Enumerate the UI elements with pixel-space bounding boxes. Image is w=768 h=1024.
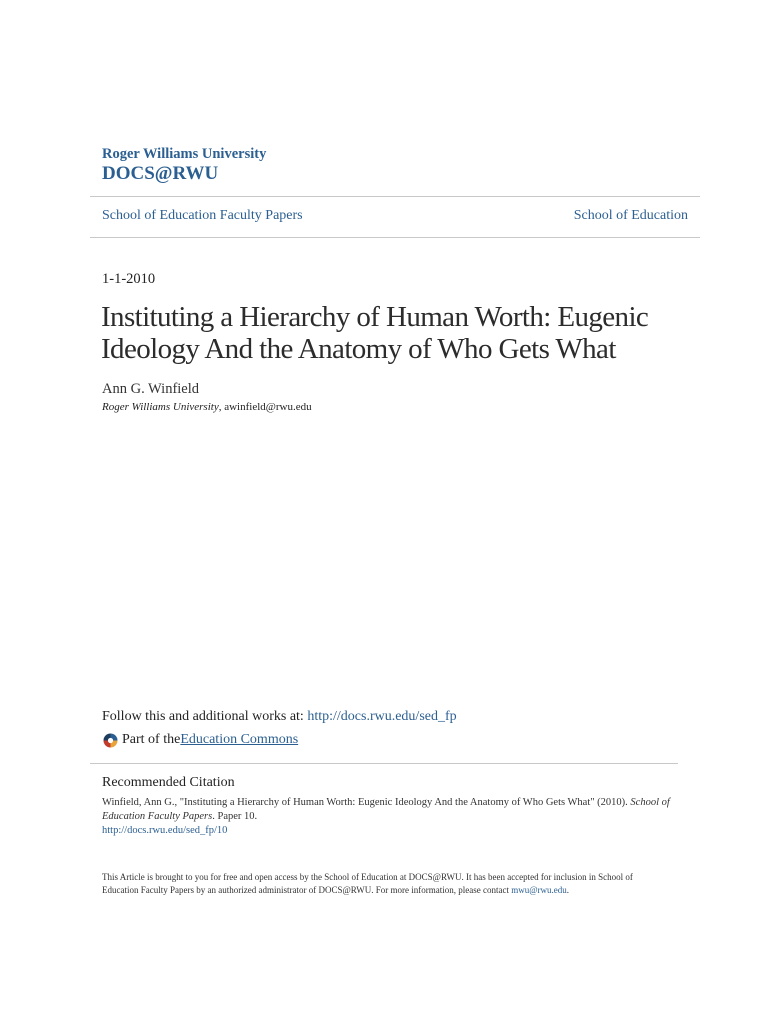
author-affiliation (102, 400, 312, 414)
citation-main: Winfield, Ann G., "Instituting a Hierarchy of Human Worth: Eugenic Ideology And the Anatomy of Who Gets What" (2010). (102, 797, 631, 808)
divider-bottom (90, 237, 700, 238)
follow-prefix: Follow this and additional works at: (102, 709, 308, 724)
citation-series: School of Education Faculty Papers (102, 797, 670, 822)
author-name: Ann G. Winfield (102, 381, 200, 397)
citation-suffix: . Paper 10. (212, 810, 258, 822)
commons-line (102, 731, 298, 749)
access-note (102, 871, 662, 897)
author-email: , awinfield@rwu.edu (218, 401, 312, 413)
author-institution: Roger Williams University (102, 401, 219, 413)
access-note-end: . (566, 885, 569, 895)
commons-prefix: Part of the (122, 732, 181, 747)
follow-url-link[interactable]: http://docs.rwu.edu/sed_fp (307, 709, 457, 724)
follow-line (102, 708, 457, 725)
divider-top (90, 196, 700, 197)
article-title: Instituting a Hierarchy of Human Worth: Eugenic Ideology And the Anatomy of Who Gets What (101, 301, 649, 365)
education-commons-link[interactable]: Education Commons (180, 732, 299, 747)
access-note-text: This Article is brought to you for free and open access by the School of Education at DOCS@RWU. It has been accepted for inclusion in School of Education Faculty Papers by an authorized administrator of DOCS@RWU. For more information, please contact (102, 872, 633, 895)
collection-link[interactable]: School of Education Faculty Papers (102, 208, 303, 223)
citation-heading: Recommended Citation (102, 775, 235, 790)
citation-text (102, 796, 682, 823)
divider-citation (90, 763, 678, 764)
department-link[interactable]: School of Education (573, 208, 688, 223)
repository-name[interactable]: DOCS@RWU (102, 163, 219, 184)
publication-date: 1-1-2010 (102, 271, 156, 287)
institution-header (102, 146, 266, 185)
citation-url-link[interactable]: http://docs.rwu.edu/sed_fp/10 (102, 825, 228, 836)
bepress-commons-icon (102, 732, 119, 749)
contact-email-link[interactable]: mwu@rwu.edu (511, 885, 567, 895)
university-name: Roger Williams University (102, 146, 267, 162)
